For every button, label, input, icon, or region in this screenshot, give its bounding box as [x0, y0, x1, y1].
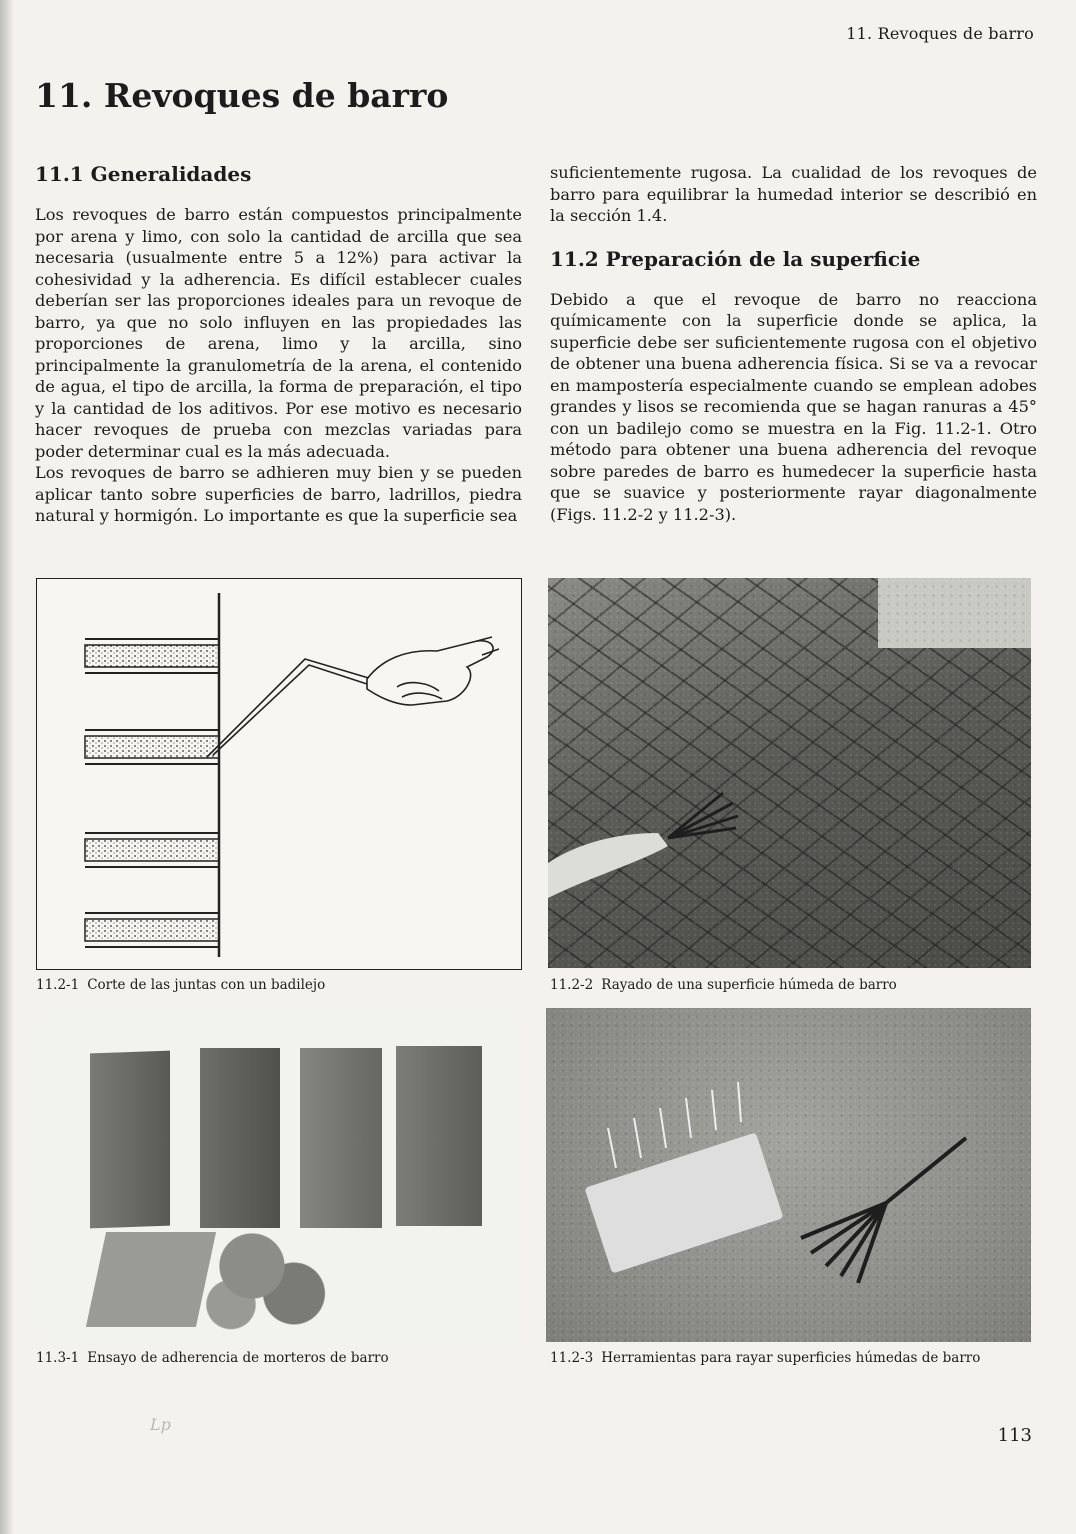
- figure-caption: 11.2-2 Rayado de una superficie húmeda de barro: [550, 977, 897, 993]
- paragraph: Los revoques de barro están compuestos principalmente por arena y limo, con solo la cantidad de arcilla que sea necesaria (usualmente entre 5 a 12%) para activar la cohesividad y la adherencia. Es difícil establecer cuales deberían ser las proporciones ideales para un revoque de barro, ya que no solo influyen en las propiedades las proporciones de arena, limo y la arcilla, sino principalmente la granulometría de la arena, el contenido de agua, el tipo de arcilla, la forma de preparación, el tipo y la cantidad de los aditivos. Por ese motivo es necesario hacer revoques de prueba con mezclas variadas para poder determinar cual es la más adecuada.: [35, 205, 522, 461]
- left-column: [35, 162, 522, 527]
- brick-sample: [200, 1048, 280, 1228]
- photo-scratching-tools: [546, 1008, 1031, 1342]
- trowel-joint-illustration: [37, 579, 521, 969]
- tools-illustration: [546, 1008, 1031, 1342]
- photo-scratched-mud-surface: [548, 578, 1031, 968]
- brick-sample: [300, 1048, 382, 1228]
- paragraph: Debido a que el revoque de barro no reacciona químicamente con la superficie donde se aplica, la superficie debe ser suficientemente rugosa con el objetivo de obtener una buena adherencia física. Si se va a revocar en mampostería especialmente cuando se emplean adobes grandes y lisos se recomienda que se hagan ranuras a 45° con un badilejo como se muestra en la Fig. 11.2-1. Otro método para obtener una buena adherencia del revoque sobre paredes de barro es humedecer la superficie hasta que se suavice y posteriormente rayar diagonalmente (Figs. 11.2-2 y 11.2-3).: [550, 289, 1037, 524]
- paragraph: suficientemente rugosa. La cualidad de los revoques de barro para equilibrar la humedad interior se describió en la sección 1.4.: [550, 163, 1037, 225]
- page-gutter-shadow: [0, 0, 14, 1534]
- trowel-icon: [207, 659, 372, 757]
- right-column: [550, 162, 1037, 525]
- page-number: 113: [997, 1425, 1032, 1446]
- section-heading-generalidades: 11.1 Generalidades: [35, 162, 252, 186]
- mortar-joints: [85, 639, 219, 947]
- brick-sample: [396, 1046, 482, 1226]
- mortar-fragments: [196, 1222, 336, 1332]
- figure-caption: 11.2-3 Herramientas para rayar superficies húmedas de barro: [550, 1350, 981, 1366]
- brick-sample: [90, 1051, 170, 1229]
- rake-and-hand-illustration: [548, 578, 1031, 968]
- rake-icon: [801, 1138, 966, 1283]
- paragraph: Los revoques de barro se adhieren muy bien y se pueden aplicar tanto sobre superficies de barro, ladrillos, piedra natural y hormigón. Lo importante es que la superficie sea: [35, 463, 522, 525]
- hand-icon: [548, 833, 668, 898]
- photo-adhesion-test-bricks: [36, 1012, 520, 1342]
- running-header: 11. Revoques de barro: [846, 24, 1034, 43]
- figure-caption: 11.2-1 Corte de las juntas con un badilejo: [36, 977, 326, 993]
- hand-icon: [367, 637, 499, 705]
- figure-trowel-joint-drawing: [36, 578, 522, 970]
- pencil-mark: Lp: [150, 1415, 171, 1434]
- section-heading-preparacion: 11.2 Preparación de la superficie: [550, 246, 921, 271]
- chapter-title: 11. Revoques de barro: [35, 76, 449, 115]
- figure-caption: 11.3-1 Ensayo de adherencia de morteros de barro: [36, 1350, 389, 1366]
